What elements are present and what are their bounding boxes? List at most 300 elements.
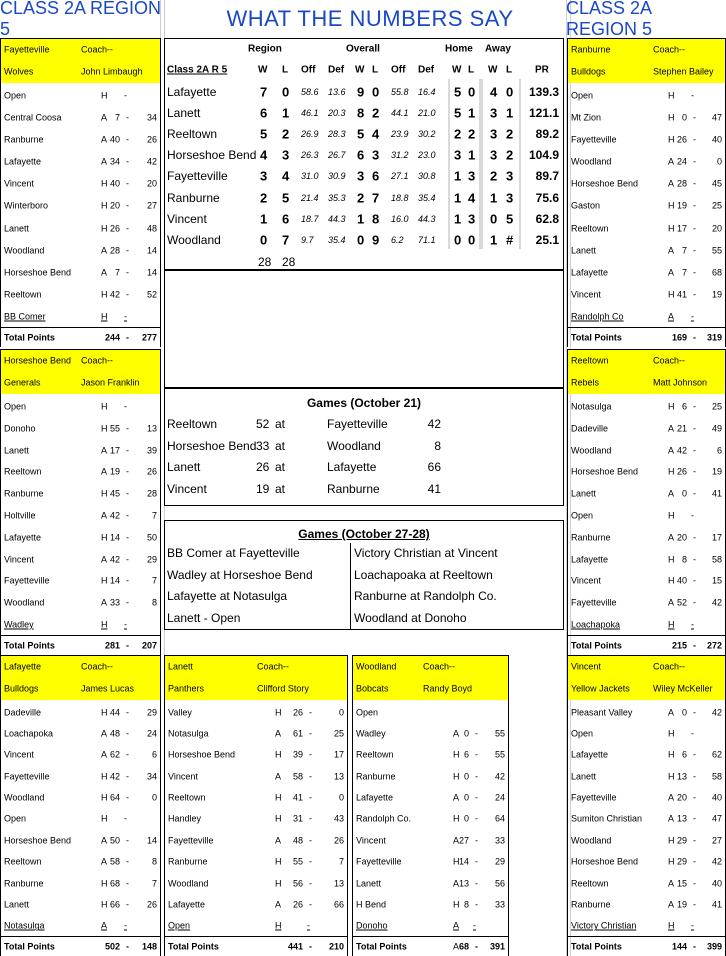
points-for: 34 xyxy=(109,156,120,167)
points-for: 20 xyxy=(109,200,120,211)
cell-pr: 89.2 xyxy=(535,126,559,141)
points-for: 20 xyxy=(676,792,687,803)
score-sep: - xyxy=(475,878,478,889)
cell-aw: 4 xyxy=(490,84,498,99)
total-row xyxy=(568,327,725,347)
points-against: 26 xyxy=(146,899,157,910)
cell-rdef: 28.3 xyxy=(328,128,346,139)
points-for: 42 xyxy=(676,445,687,456)
cell-roff: 9.7 xyxy=(301,234,314,245)
points-for: 0 xyxy=(463,813,469,824)
score-sep: - xyxy=(309,707,312,718)
cell-rw: 3 xyxy=(260,168,268,184)
cell-rdef: 13.6 xyxy=(328,86,346,97)
cell-ow: 2 xyxy=(357,190,365,205)
game-left: Lanett - Open xyxy=(167,610,241,625)
team-name-row xyxy=(165,656,347,678)
cell-roff: 46.1 xyxy=(301,107,319,118)
team-lanett xyxy=(164,655,348,956)
cell-al: 2 xyxy=(506,126,514,142)
cell-hw: 2 xyxy=(454,126,462,142)
home-away: H xyxy=(101,707,108,718)
score-sep: - xyxy=(691,311,694,322)
cell-roff: 26.3 xyxy=(301,150,319,161)
score-sep: - xyxy=(126,289,129,300)
score-sep: - xyxy=(693,112,696,123)
opponent: Lafayette xyxy=(571,554,609,565)
points-against: 20 xyxy=(146,178,157,189)
game-cell: at xyxy=(275,481,286,496)
home-away: H xyxy=(668,771,675,782)
home-away: H xyxy=(453,813,460,824)
team-name-row xyxy=(1,350,160,372)
total-dash: - xyxy=(693,941,696,951)
score-sep: - xyxy=(126,597,129,608)
cell-hw: 1 xyxy=(454,168,462,184)
opponent: H Bend xyxy=(356,899,387,910)
home-away: A xyxy=(101,597,108,608)
total-against: 272 xyxy=(706,640,722,650)
schedule-row xyxy=(568,151,725,173)
schedule-row xyxy=(568,787,725,808)
team-name-row xyxy=(568,656,725,678)
opponent: Woodland xyxy=(571,156,612,167)
game-cell: 33 xyxy=(256,438,270,453)
home-away: H xyxy=(453,856,460,867)
right-title: CLASS 2A REGION 5 xyxy=(566,0,653,39)
cell-pr: 121.1 xyxy=(528,105,559,120)
cell-odef: 21.0 xyxy=(418,107,436,118)
score-sep: - xyxy=(126,749,129,760)
total-row xyxy=(1,635,160,655)
cell-ow: 1 xyxy=(357,211,365,227)
cell-pr: 139.3 xyxy=(528,84,559,99)
points-against: 34 xyxy=(146,112,157,123)
cell-rdef: 30.9 xyxy=(328,171,346,182)
score-sep: - xyxy=(309,749,312,760)
score-sep: - xyxy=(691,619,694,630)
total-dash: - xyxy=(693,640,696,650)
points-against: 41 xyxy=(711,488,722,499)
home-away: H xyxy=(101,575,108,586)
points-for: 14 xyxy=(109,532,120,543)
opponent: Lanett xyxy=(356,878,382,889)
opponent: Open xyxy=(4,90,27,101)
points-against: 6 xyxy=(151,749,157,760)
team-woodland xyxy=(352,655,509,956)
score-sep: - xyxy=(693,554,696,565)
opponent: Horseshoe Bend xyxy=(168,749,236,760)
game-cell: at xyxy=(275,417,286,431)
home-away: H xyxy=(101,899,108,910)
cell-rw: 0 xyxy=(260,232,268,248)
total-l: 28 xyxy=(282,255,296,269)
cell-pr: 62.8 xyxy=(535,211,559,226)
home-away: H xyxy=(668,835,675,846)
home-away: A xyxy=(668,311,675,322)
home-away: H xyxy=(101,311,108,322)
cell-aw: 3 xyxy=(490,147,498,163)
team-name: Lanett xyxy=(168,661,194,672)
opponent: Lanett xyxy=(571,245,597,256)
points-against: 41 xyxy=(711,899,722,910)
score-sep: - xyxy=(693,835,696,846)
schedule-row xyxy=(1,592,160,614)
opponent: Reeltown xyxy=(571,878,609,889)
cell-rw: 4 xyxy=(260,147,268,163)
subhead-12: L xyxy=(506,64,513,76)
team-mascot: Bulldogs xyxy=(571,66,606,77)
team-name-row xyxy=(1,39,160,61)
score-sep: - xyxy=(693,878,696,889)
points-for: 19 xyxy=(676,200,687,211)
cell-ooff: 55.8 xyxy=(391,86,409,97)
cell-ow: 8 xyxy=(357,105,365,121)
home-away: H xyxy=(101,200,108,211)
points-for: 0 xyxy=(463,771,469,782)
opponent: Mt Zion xyxy=(571,112,602,123)
game-right: Ranburne at Randolph Co. xyxy=(354,589,497,603)
points-against: 45 xyxy=(711,178,722,189)
score-sep: - xyxy=(693,771,696,782)
score-sep: - xyxy=(126,178,129,189)
score-sep: - xyxy=(693,401,696,412)
team-mascot-row xyxy=(353,678,508,700)
subhead-2: L xyxy=(282,64,289,76)
coach-label: Coach-- xyxy=(81,355,114,366)
score-sep: - xyxy=(693,289,696,300)
total-label: Total Points xyxy=(356,941,407,951)
coach-name: Clifford Story xyxy=(257,683,309,694)
opponent: Fayetteville xyxy=(4,771,50,782)
home-away: A xyxy=(668,597,675,608)
cell-team: Lafayette xyxy=(167,84,217,99)
home-away: A xyxy=(668,488,675,499)
points-against: 13 xyxy=(333,771,344,782)
opponent: Loachapoka xyxy=(571,619,621,630)
schedule-row xyxy=(165,916,347,937)
cell-al: 1 xyxy=(506,105,514,121)
cell-odef: 44.3 xyxy=(418,213,436,224)
standings-row xyxy=(165,187,563,208)
game-cell: Reeltown xyxy=(167,417,218,431)
schedule-row xyxy=(568,766,725,787)
schedule-row xyxy=(1,723,160,744)
schedule-row xyxy=(568,240,725,262)
points-against: 40 xyxy=(711,134,722,145)
head-away: Away xyxy=(485,43,511,55)
score-sep: - xyxy=(124,619,127,630)
cell-odef: 23.0 xyxy=(418,150,436,161)
score-sep: - xyxy=(693,856,696,867)
opponent: BB Comer xyxy=(4,311,46,322)
cell-al: # xyxy=(506,232,514,248)
opponent: Open xyxy=(4,813,27,824)
cell-ow: 3 xyxy=(357,168,365,184)
coach-label: Coach-- xyxy=(423,661,456,672)
opponent: Wadley xyxy=(356,728,386,739)
score-sep: - xyxy=(126,728,129,739)
games-oct27-title: Games (October 27-28) xyxy=(298,527,430,541)
home-away: H xyxy=(668,728,675,739)
points-for: 13 xyxy=(458,878,469,889)
cell-rw: 7 xyxy=(260,84,268,99)
cell-rl: 1 xyxy=(282,105,290,121)
score-sep: - xyxy=(309,835,312,846)
points-against: 55 xyxy=(494,749,505,760)
total-against: 148 xyxy=(141,941,157,951)
game-cell: at xyxy=(275,438,286,453)
opponent: Ranburne xyxy=(4,878,44,889)
total-against: 207 xyxy=(141,640,157,650)
points-against: 25 xyxy=(711,200,722,211)
game-cell: 52 xyxy=(256,417,270,431)
schedule-row xyxy=(165,873,347,894)
home-away: A xyxy=(101,134,108,145)
points-for: 48 xyxy=(109,728,120,739)
cell-hl: 3 xyxy=(468,211,476,227)
score-sep: - xyxy=(475,835,478,846)
score-sep: - xyxy=(693,223,696,234)
schedule-row xyxy=(1,240,160,262)
cell-ow: 0 xyxy=(357,232,365,248)
score-sep: - xyxy=(126,267,129,278)
opponent: Reeltown xyxy=(4,289,42,300)
opponent: Fayetteville xyxy=(168,835,214,846)
cell-hl: 1 xyxy=(468,147,476,163)
score-sep: - xyxy=(126,899,129,910)
team-mascot: Yellow Jackets xyxy=(571,683,630,694)
schedule-row xyxy=(1,702,160,723)
coach-name: Wiley McKeller xyxy=(653,683,713,694)
schedule-row xyxy=(568,527,725,549)
score-sep: - xyxy=(124,920,127,931)
schedule-row xyxy=(568,549,725,571)
opponent: Open xyxy=(571,728,594,739)
cell-ol: 8 xyxy=(372,211,380,227)
cell-aw: 2 xyxy=(490,168,498,184)
home-away: H xyxy=(668,134,675,145)
team-name-row xyxy=(568,39,725,61)
cell-rdef: 20.3 xyxy=(328,107,346,118)
cell-ol: 4 xyxy=(372,126,380,142)
cell-odef: 30.8 xyxy=(418,171,436,182)
cell-rw: 5 xyxy=(260,126,268,142)
schedule-row xyxy=(1,787,160,808)
head-overall: Overall xyxy=(346,43,380,55)
home-away: H xyxy=(101,289,108,300)
cell-rw: 6 xyxy=(260,105,268,121)
points-for: 58 xyxy=(292,771,303,782)
team-header-fayetteville xyxy=(1,39,160,83)
points-against: 33 xyxy=(494,899,505,910)
cell-roff: 21.4 xyxy=(301,192,319,203)
opponent: Vincent xyxy=(4,178,34,189)
points-against: 58 xyxy=(711,771,722,782)
points-against: 0 xyxy=(338,792,344,803)
points-for: 0 xyxy=(681,488,687,499)
opponent: Horseshoe Bend xyxy=(4,835,72,846)
score-sep: - xyxy=(693,813,696,824)
opponent: Lanett xyxy=(4,445,30,456)
standings-row xyxy=(165,145,563,166)
home-away: A xyxy=(101,856,108,867)
score-sep: - xyxy=(126,707,129,718)
score-sep: - xyxy=(124,813,127,824)
home-away: A xyxy=(101,156,108,167)
points-against: 39 xyxy=(146,445,157,456)
points-against: 29 xyxy=(146,554,157,565)
cell-rl: 6 xyxy=(282,211,290,227)
points-for: 26 xyxy=(292,707,303,718)
cell-rl: 7 xyxy=(282,232,290,248)
total-for: 502 xyxy=(104,941,120,951)
cell-pr: 89.7 xyxy=(535,169,559,184)
score-sep: - xyxy=(693,200,696,211)
home-away: H xyxy=(668,554,675,565)
schedule-row xyxy=(353,702,508,723)
points-for: 42 xyxy=(109,289,120,300)
cell-rl: 3 xyxy=(282,147,290,163)
score-sep: - xyxy=(691,90,694,101)
cell-rdef: 26.7 xyxy=(328,150,346,161)
points-for: 56 xyxy=(292,878,303,889)
subhead-0: Class 2A R 5 xyxy=(167,64,228,76)
game-cell: 19 xyxy=(256,481,270,496)
head-home: Home xyxy=(445,43,473,55)
points-for: 7 xyxy=(114,112,120,123)
team-name: Woodland xyxy=(356,661,397,672)
opponent: Open xyxy=(571,90,594,101)
coach-name: Matt Johnson xyxy=(653,377,708,388)
opponent: Lafayette xyxy=(4,532,42,543)
points-for: 29 xyxy=(676,835,687,846)
score-sep: - xyxy=(126,423,129,434)
home-away: H xyxy=(668,112,675,123)
team-name: Fayetteville xyxy=(4,44,50,55)
points-against: 0 xyxy=(716,156,722,167)
opponent: Notasulga xyxy=(4,920,45,931)
opponent: Loachapoka xyxy=(4,728,54,739)
home-away: H xyxy=(668,510,675,521)
home-away: A xyxy=(101,112,108,123)
schedule-row xyxy=(353,873,508,894)
cell-ooff: 18.8 xyxy=(391,192,409,203)
home-away: H xyxy=(668,289,675,300)
points-against: 7 xyxy=(338,856,344,867)
total-row xyxy=(568,936,725,956)
points-for: 15 xyxy=(676,878,687,889)
points-for: 50 xyxy=(109,835,120,846)
score-sep: - xyxy=(126,835,129,846)
schedule-row xyxy=(353,787,508,808)
cell-ow: 5 xyxy=(357,126,365,142)
cell-rdef: 44.3 xyxy=(328,213,346,224)
schedule-row xyxy=(165,809,347,830)
total-row xyxy=(1,327,160,347)
cell-al: 3 xyxy=(506,168,514,184)
schedule-row xyxy=(353,830,508,851)
score-sep: - xyxy=(309,792,312,803)
schedule-row xyxy=(568,129,725,151)
schedule-row xyxy=(353,894,508,915)
games-oct27 xyxy=(164,520,564,630)
cell-ow: 9 xyxy=(357,84,365,99)
cell-rl: 2 xyxy=(282,126,290,142)
total-dash: - xyxy=(126,332,129,342)
schedule-row xyxy=(1,218,160,240)
home-away: A xyxy=(668,156,675,167)
home-away: A xyxy=(275,899,282,910)
score-sep: - xyxy=(126,554,129,565)
cell-ol: 6 xyxy=(372,168,380,184)
points-for: 0 xyxy=(681,707,687,718)
cell-roff: 58.6 xyxy=(301,86,319,97)
notes-area xyxy=(164,270,564,388)
points-for: 7 xyxy=(114,267,120,278)
opponent: Ranburne xyxy=(571,532,611,543)
game-left: BB Comer at Fayetteville xyxy=(167,546,300,560)
score-sep: - xyxy=(693,532,696,543)
schedule-row xyxy=(568,306,725,328)
score-sep: - xyxy=(693,488,696,499)
opponent: Woodland xyxy=(571,445,612,456)
schedule-row xyxy=(1,173,160,195)
cell-hl: 0 xyxy=(468,232,476,248)
points-for: 44 xyxy=(109,707,120,718)
schedule-row xyxy=(165,894,347,915)
opponent: Woodland xyxy=(168,878,209,889)
schedule-row xyxy=(1,396,160,418)
cell-hl: 2 xyxy=(468,126,476,142)
opponent: Open xyxy=(571,510,594,521)
cell-roff: 31.0 xyxy=(301,171,319,182)
points-against: 42 xyxy=(711,856,722,867)
score-sep: - xyxy=(693,575,696,586)
score-sep: - xyxy=(124,401,127,412)
opponent: Lanett xyxy=(571,771,597,782)
points-against: 55 xyxy=(494,728,505,739)
cell-team: Lanett xyxy=(167,105,201,120)
points-for: 33 xyxy=(109,597,120,608)
points-for: 7 xyxy=(681,267,687,278)
opponent: Vincent xyxy=(571,575,601,586)
game-cell: Fayetteville xyxy=(327,417,388,431)
points-for: 27 xyxy=(458,835,469,846)
home-away: H xyxy=(668,200,675,211)
opponent: Victory Christian xyxy=(571,920,637,931)
points-for: 8 xyxy=(681,554,687,565)
total-dash: - xyxy=(126,941,129,951)
schedule-row xyxy=(568,85,725,107)
opponent: Winterboro xyxy=(4,200,49,211)
coach-label: Coach-- xyxy=(81,661,114,672)
home-away: H xyxy=(275,792,282,803)
cell-al: 0 xyxy=(506,84,514,99)
team-mascot: Bulldogs xyxy=(4,683,39,694)
team-name-row xyxy=(568,350,725,372)
points-against: 40 xyxy=(711,792,722,803)
opponent: Vincent xyxy=(168,771,198,782)
game-cell: Woodland xyxy=(327,438,381,453)
points-against: 26 xyxy=(146,466,157,477)
game-right: Victory Christian at Vincent xyxy=(354,546,498,560)
opponent: Notasulga xyxy=(168,728,209,739)
schedule-row xyxy=(165,852,347,873)
cell-hl: 0 xyxy=(468,84,476,99)
schedule-row xyxy=(165,702,347,723)
schedule-row xyxy=(568,173,725,195)
